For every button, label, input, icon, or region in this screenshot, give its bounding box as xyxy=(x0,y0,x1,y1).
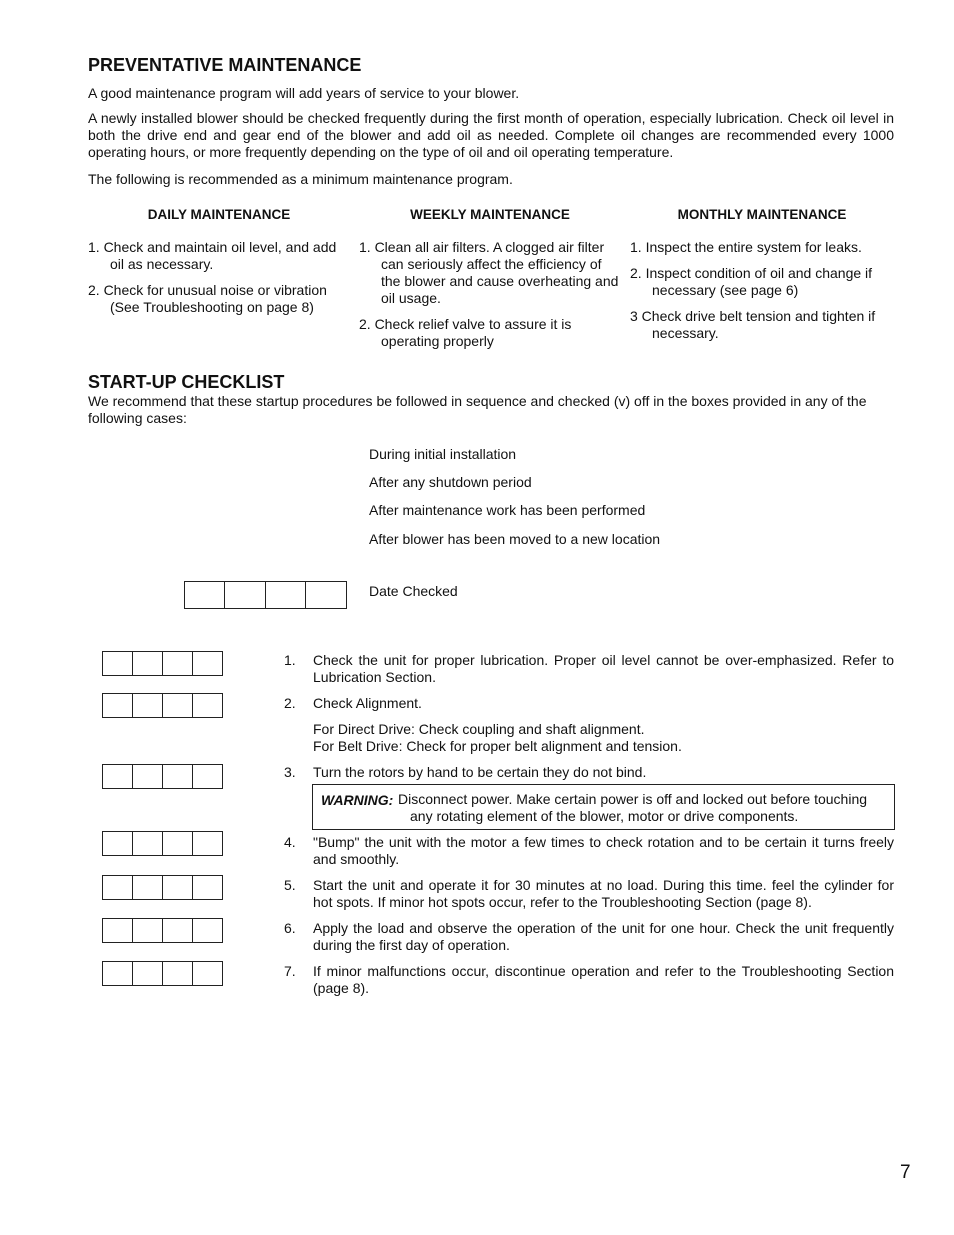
step-4-checkboxes xyxy=(102,831,223,856)
date-box[interactable] xyxy=(184,581,225,609)
check-box[interactable] xyxy=(102,764,133,789)
check-box[interactable] xyxy=(102,961,133,986)
check-box[interactable] xyxy=(133,764,163,789)
check-box[interactable] xyxy=(133,651,163,676)
case-after-maintenance: After maintenance work has been performed xyxy=(369,502,646,518)
step-1 xyxy=(284,652,894,686)
step-text: If minor malfunctions occur, discontinue operation and refer to the Troubleshooting Section (page 8). xyxy=(313,963,894,996)
weekly-maintenance-column xyxy=(359,206,621,359)
check-box[interactable] xyxy=(133,961,163,986)
check-box[interactable] xyxy=(163,764,193,789)
date-checked-boxes xyxy=(184,581,347,609)
check-box[interactable] xyxy=(133,693,163,718)
step-2-checkboxes xyxy=(102,693,223,718)
step-text: Start the unit and operate it for 30 minutes at no load. During this time. feel the cylinder for hot spots. If minor hot spots occur, refer to the Troubleshooting Section (page 8). xyxy=(313,877,894,910)
page-number: 7 xyxy=(900,1162,911,1183)
step-text: Turn the rotors by hand to be certain they do not bind. xyxy=(313,764,647,780)
check-box[interactable] xyxy=(163,831,193,856)
step-7-checkboxes xyxy=(102,961,223,986)
warning-text-line-1: Disconnect power. Make certain power is off and locked out before touching xyxy=(398,791,868,807)
check-box[interactable] xyxy=(163,918,193,943)
check-box[interactable] xyxy=(133,875,163,900)
daily-maintenance-column xyxy=(88,206,350,325)
step-text: Apply the load and observe the operation of the unit for one hour. Check the unit frequently during the first day of operation. xyxy=(313,920,894,953)
check-box[interactable] xyxy=(193,651,223,676)
daily-maintenance-heading: DAILY MAINTENANCE xyxy=(147,207,291,222)
step-1-checkboxes xyxy=(102,651,223,676)
step-number: 1. xyxy=(284,652,296,668)
warning-text-line-2: any rotating element of the blower, motor or drive components. xyxy=(410,808,799,824)
check-box[interactable] xyxy=(102,918,133,943)
check-box[interactable] xyxy=(163,961,193,986)
check-box[interactable] xyxy=(193,831,223,856)
alignment-direct-drive: For Direct Drive: Check coupling and shaft alignment. xyxy=(313,721,645,737)
intro-paragraph: A good maintenance program will add years of service to your blower. xyxy=(88,85,520,101)
step-number: 6. xyxy=(284,920,296,936)
check-box[interactable] xyxy=(163,693,193,718)
check-box[interactable] xyxy=(133,831,163,856)
check-box[interactable] xyxy=(193,875,223,900)
step-number: 4. xyxy=(284,834,296,850)
check-box[interactable] xyxy=(102,651,133,676)
step-3 xyxy=(284,764,894,781)
case-after-move: After blower has been moved to a new location xyxy=(369,531,661,547)
check-box[interactable] xyxy=(102,831,133,856)
case-after-shutdown: After any shutdown period xyxy=(369,474,532,490)
step-5-checkboxes xyxy=(102,875,223,900)
minimum-program-paragraph: The following is recommended as a minimum maintenance program. xyxy=(88,171,513,187)
check-box[interactable] xyxy=(102,875,133,900)
list-item: 2. Check relief valve to assure it is operating properly xyxy=(359,316,572,349)
step-text: "Bump" the unit with the motor a few times to check rotation and to be certain it turns freely and smoothly. xyxy=(313,834,894,867)
date-box[interactable] xyxy=(306,581,347,609)
check-box[interactable] xyxy=(102,693,133,718)
preventative-maintenance-title: PREVENTATIVE MAINTENANCE xyxy=(88,55,362,75)
monthly-maintenance-heading: MONTHLY MAINTENANCE xyxy=(677,207,847,222)
step-7 xyxy=(284,963,894,997)
step-6 xyxy=(284,920,894,954)
list-item: 2. Check for unusual noise or vibration (See Troubleshooting on page 8) xyxy=(88,282,327,315)
step-4 xyxy=(284,834,894,868)
list-item: 3 Check drive belt tension and tighten if necessary. xyxy=(630,308,876,341)
step-number: 5. xyxy=(284,877,296,893)
alignment-belt-drive: For Belt Drive: Check for proper belt alignment and tension. xyxy=(313,738,682,754)
check-box[interactable] xyxy=(193,918,223,943)
monthly-maintenance-column xyxy=(630,206,894,351)
case-initial-installation: During initial installation xyxy=(369,446,517,462)
step-text: Check the unit for proper lubrication. Proper oil level cannot be over-emphasized. Refer to Lubrication Section. xyxy=(313,652,894,685)
step-number: 2. xyxy=(284,695,296,711)
date-box[interactable] xyxy=(266,581,306,609)
check-box[interactable] xyxy=(133,918,163,943)
list-item: 2. Inspect condition of oil and change if necessary (see page 6) xyxy=(630,265,873,298)
step-text: Check Alignment. xyxy=(313,695,422,711)
list-item: 1. Check and maintain oil level, and add oil as necessary. xyxy=(88,239,337,272)
step-number: 7. xyxy=(284,963,296,979)
check-box[interactable] xyxy=(163,875,193,900)
step-2 xyxy=(284,695,894,755)
check-box[interactable] xyxy=(193,693,223,718)
step-5 xyxy=(284,877,894,911)
date-box[interactable] xyxy=(225,581,266,609)
new-blower-paragraph: A newly installed blower should be checked frequently during the first month of operation, especially lubrication. Check oil level in both the drive end and gear end of the blower and add oil as needed. Complete oil changes are recommended every 1000 operating hours, or more frequently depending on the type of oil and oil operating temperature. xyxy=(88,110,894,160)
list-item: 1. Clean all air filters. A clogged air filter can seriously affect the efficiency of the blower and cause overheating and oil usage. xyxy=(359,239,619,306)
startup-intro-paragraph: We recommend that these startup procedures be followed in sequence and checked (v) off in the boxes provided in any of the following cases: xyxy=(88,393,867,426)
check-box[interactable] xyxy=(163,651,193,676)
list-item: 1. Inspect the entire system for leaks. xyxy=(630,239,862,255)
check-box[interactable] xyxy=(193,961,223,986)
step-3-checkboxes xyxy=(102,764,223,789)
step-number: 3. xyxy=(284,764,296,780)
step-6-checkboxes xyxy=(102,918,223,943)
warning-box xyxy=(312,784,895,830)
check-box[interactable] xyxy=(193,764,223,789)
date-checked-label: Date Checked xyxy=(369,583,458,599)
startup-checklist-title: START-UP CHECKLIST xyxy=(88,372,285,392)
warning-label: WARNING: xyxy=(321,792,394,808)
weekly-maintenance-heading: WEEKLY MAINTENANCE xyxy=(410,207,570,222)
